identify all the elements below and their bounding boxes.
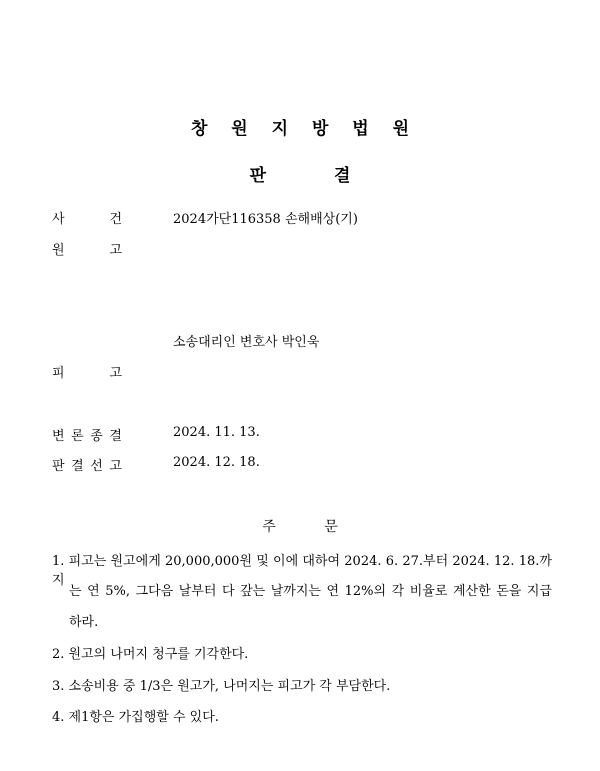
hearing-closed-label <box>52 425 122 444</box>
order-item-line: 3. 소송비용 중 1/3은 원고가, 나머지는 피고가 각 부담한다. <box>52 679 391 694</box>
court-name: 창 원 지 방 법 원 <box>190 119 419 139</box>
hearing-closed-label-char: 변 <box>52 429 65 444</box>
case-label-char: 사 <box>52 212 65 227</box>
order-item-line: 2. 원고의 나머지 청구를 기각한다. <box>52 647 249 662</box>
plaintiff-label <box>52 239 122 258</box>
order-item-line: 는 연 5%, 그다음 날부터 다 갚는 날까지는 연 12%의 각 비율로 계산한 돈을 지급 <box>69 584 552 599</box>
judgment-date-label-char: 결 <box>71 459 84 474</box>
document-title: 판 결 <box>249 166 351 186</box>
hearing-closed-label-char: 론 <box>71 429 84 444</box>
hearing-closed-label-char: 결 <box>109 429 122 444</box>
judgment-date-label-char: 선 <box>90 459 103 474</box>
hearing-closed-date: 2024. 11. 13. <box>173 425 260 440</box>
order-item-line: 1. 피고는 원고에게 20,000,000원 및 이에 대하여 2024. 6. 27.부터 2024. 12. 18.까지 <box>52 554 552 588</box>
case-number: 2024가단116358 손해배상(기) <box>173 212 358 227</box>
defendant-label-char: 피 <box>52 366 65 381</box>
judgment-date: 2024. 12. 18. <box>173 455 260 470</box>
order-item <box>52 550 552 630</box>
order-heading: 주 문 <box>262 519 338 535</box>
plaintiff-label-char: 고 <box>109 243 122 258</box>
case-label-char: 건 <box>109 212 122 227</box>
defendant-label <box>52 362 122 381</box>
judgment-date-label-char: 고 <box>109 459 122 474</box>
order-item-line: 하라. <box>69 615 99 630</box>
case-label <box>52 208 122 227</box>
order-item-line: 4. 제1항은 가집행할 수 있다. <box>52 710 219 725</box>
judgment-date-label <box>52 455 122 474</box>
defendant-label-char: 고 <box>109 366 122 381</box>
judgment-date-label-char: 판 <box>52 459 65 474</box>
plaintiff-agent: 소송대리인 변호사 박인욱 <box>173 335 320 350</box>
hearing-closed-label-char: 종 <box>90 429 103 444</box>
plaintiff-label-char: 원 <box>52 243 65 258</box>
